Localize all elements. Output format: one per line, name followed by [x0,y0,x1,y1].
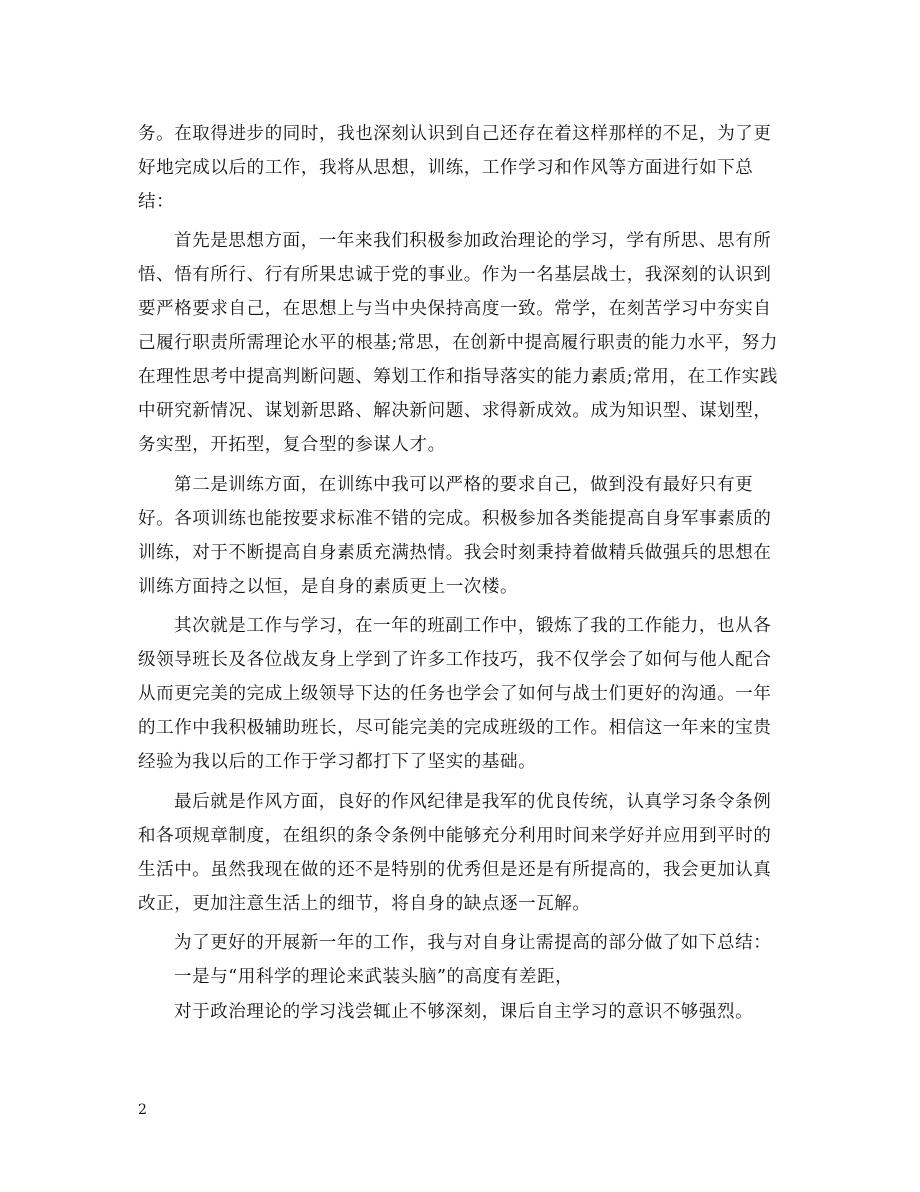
page-number: 2 [138,1102,147,1118]
text-line: 经验为我以后的工作于学习都打下了坚实的基础。 [138,752,537,772]
text-line: 的工作中我积极辅助班长，尽可能完美的完成班级的工作。相信这一年来的宝贵 [138,718,772,738]
paragraph-first-line: 最后就是作风方面，良好的作风纪律是我军的优良传统，认真学习条令条例 [174,792,772,812]
text-line: 结： [138,192,175,212]
text-line: 在理性思考中提高判断问题、筹划工作和指导落实的能力素质;常用，在工作实践 [138,367,778,387]
text-line: 级领导班长及各位战友身上学到了许多工作技巧，我不仅学会了如何与他人配合 [138,650,772,670]
paragraph-first-line: 一是与“用科学的理论来武装头脑”的高度有差距， [174,967,574,987]
text-line: 生活中。虽然我现在做的还不是特别的优秀但是还是有所提高的，我会更加认真 [138,860,772,880]
text-line: 和各项规章制度，在组织的条令条例中能够充分利用时间来学好并应用到平时的 [138,826,772,846]
paragraph-first-line: 其次就是工作与学习，在一年的班副工作中，锻炼了我的工作能力，也从各 [174,616,772,636]
paragraph-first-line: 第二是训练方面，在训练中我可以严格的要求自己，做到没有最好只有更 [174,475,754,495]
text-line: 务实型，开拓型，复合型的参谋人才。 [138,435,446,455]
paragraph-first-line: 为了更好的开展新一年的工作，我与对自身让需提高的部分做了如下总结： [174,933,772,953]
text-line: 要严格要求自己，在思想上与当中央保持高度一致。常学，在刻苦学习中夯实自 [138,299,772,319]
paragraph-first-line: 首先是思想方面，一年来我们积极参加政治理论的学习，学有所思、思有所 [174,231,772,251]
text-line: 务。在取得进步的同时，我也深刻认识到自己还存在着这样那样的不足，为了更 [138,124,772,144]
text-line: 好地完成以后的工作，我将从思想，训练，工作学习和作风等方面进行如下总 [138,158,754,178]
text-line: 好。各项训练也能按要求标准不错的完成。积极参加各类能提高自身军事素质的 [138,509,772,529]
text-line: 中研究新情况、谋划新思路、解决新问题、求得新成效。成为知识型、谋划型， [138,401,772,421]
text-line: 悟、悟有所行、行有所果忠诚于党的事业。作为一名基层战士，我深刻的认识到 [138,265,772,285]
text-line: 训练，对于不断提高自身素质充满热情。我会时刻秉持着做精兵做强兵的思想在 [138,543,772,563]
text-line: 训练方面持之以恒，是自身的素质更上一次楼。 [138,577,519,597]
text-line: 己履行职责所需理论水平的根基;常思，在创新中提高履行职责的能力水平，努力 [138,333,778,353]
text-line: 从而更完美的完成上级领导下达的任务也学会了如何与战士们更好的沟通。一年 [138,684,772,704]
text-line: 改正，更加注意生活上的细节，将自身的缺点逐一瓦解。 [138,894,591,914]
paragraph-first-line: 对于政治理论的学习浅尝辄止不够深刻，课后自主学习的意识不够强烈。 [174,1002,754,1022]
